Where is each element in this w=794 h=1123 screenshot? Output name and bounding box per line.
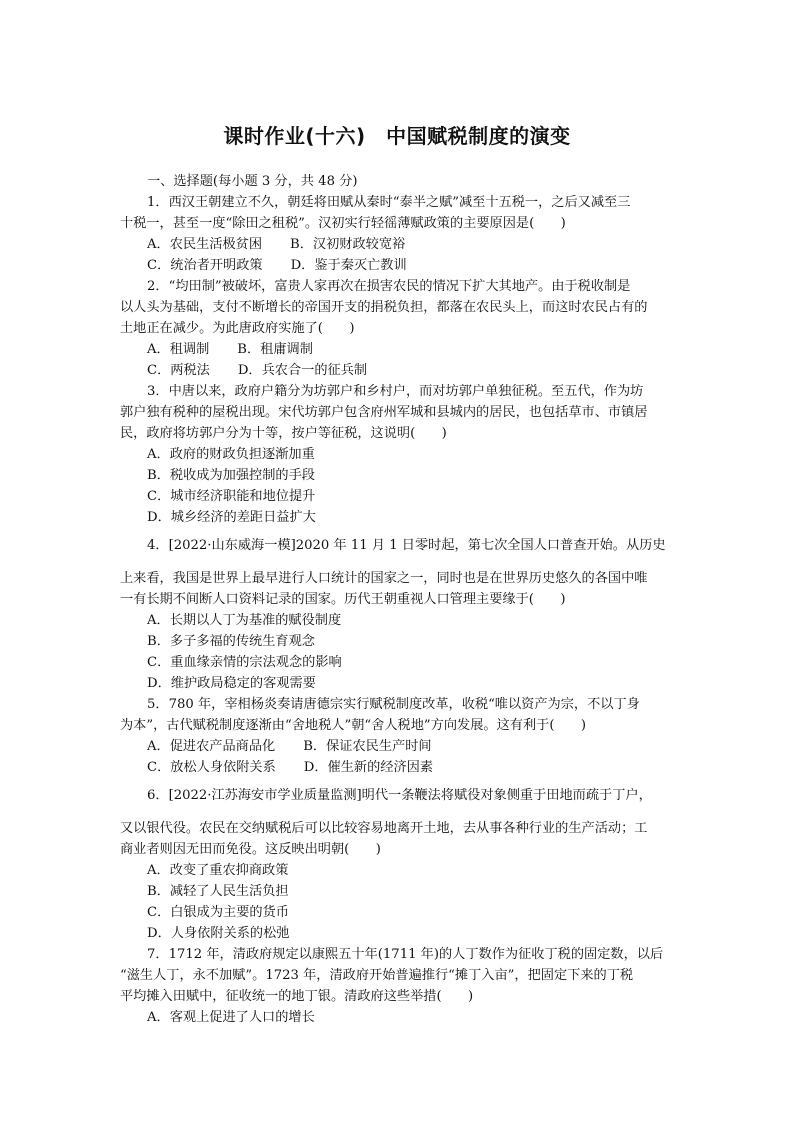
question-5-options-ab xyxy=(147,738,432,756)
question-2-line-1: 2．“均田制”被破坏，富贵人家再次在损害农民的情况下扩大其地产。由于税收制是 xyxy=(147,279,631,294)
question-1-line-2: 十税一，甚至一度“除田之租税”。汉初实行轻徭薄赋政策的主要原因是( ) xyxy=(120,216,566,231)
question-2-options-ab xyxy=(147,341,313,359)
question-6-line-1: 6．[2022·江苏海安市学业质量监测]明代一条鞭法将赋役对象侧重于田地而疏于丁户， xyxy=(147,788,652,803)
option-d: D．兵农合一的征兵制 xyxy=(237,363,368,378)
question-2-line-3: 土地正在减少。为此唐政府实施了( ) xyxy=(120,321,355,336)
option-d: D．鉴于秦灭亡教训 xyxy=(290,258,407,273)
question-1-line-1: 1．西汉王朝建立不久，朝廷将田赋从秦时“泰半之赋”减至十五税一，之后又减至三 xyxy=(147,195,631,210)
question-7-line-3: 平均摊入田赋中，征收统一的地丁银。清政府这些举措( ) xyxy=(120,989,474,1004)
option-c: C．统治者开明政策 xyxy=(147,258,263,273)
option-a: A．农民生活极贫困 xyxy=(147,237,263,252)
question-4-line-2: 上来看，我国是世界上最早进行人口统计的国家之一，同时也是在世界历史悠久的各国中唯 xyxy=(120,571,648,586)
question-2-line-2: 以人头为基础，支付不断增长的帝国开支的捐税负担，都落在农民头上，而这时农民占有的 xyxy=(120,300,648,315)
question-3-line-2: 郭户独有税种的屋税出现。宋代坊郭户包含府州军城和县城内的居民，也包括草市、市镇居 xyxy=(120,405,648,420)
option-c: C．城市经济职能和地位提升 xyxy=(147,489,316,504)
option-d: D．城乡经济的差距日益扩大 xyxy=(147,510,316,525)
page-title: 课时作业(十六) 中国赋税制度的演变 xyxy=(223,124,571,148)
question-6-line-2: 又以银代役。农民在交纳赋税后可以比较容易地离开土地，去从事各种行业的生产活动；工 xyxy=(120,821,648,836)
option-a: A．促进农产品商品化 xyxy=(147,739,276,754)
question-3-line-1: 3．中唐以来，政府户籍分为坊郭户和乡村户，而对坊郭户单独征税。至五代，作为坊 xyxy=(147,384,644,399)
option-b: B．减轻了人民生活负担 xyxy=(147,884,289,899)
question-2-options-cd xyxy=(147,362,367,380)
option-a: A．客观上促进了人口的增长 xyxy=(147,1010,315,1025)
section-heading: 一、选择题(每小题 3 分，共 48 分) xyxy=(147,174,358,189)
option-a: A．租调制 xyxy=(147,342,210,357)
question-3-line-3: 民，政府将坊郭户分为十等，按户等征税，这说明( ) xyxy=(120,426,447,441)
option-a: A．改变了重农抑商政策 xyxy=(147,863,289,878)
question-4-line-3: 一有长期不间断人口资料记录的国家。历代王朝重视人口管理主要缘于( ) xyxy=(120,592,566,607)
option-b: B．租庸调制 xyxy=(237,342,313,357)
question-1-options-ab xyxy=(147,236,405,254)
question-1-options-cd xyxy=(147,257,407,275)
option-b: B．多子多福的传统生育观念 xyxy=(147,634,315,649)
question-7-line-2: “滋生人丁，永不加赋”。1723 年，清政府开始普遍推行“摊丁入亩”，把固定下来的丁税 xyxy=(120,968,634,983)
question-7-line-1: 7．1712 年，清政府规定以康熙五十年(1711 年)的人丁数作为征收丁税的固定数，以后 xyxy=(147,947,664,962)
option-a: A．长期以人丁为基准的赋役制度 xyxy=(147,613,342,628)
option-d: D．人身依附关系的松弛 xyxy=(147,926,290,941)
option-b: B．保证农民生产时间 xyxy=(303,739,432,754)
option-c: C．白银成为主要的货币 xyxy=(147,905,289,920)
question-4-line-1: 4．[2022·山东威海一模]2020 年 11 月 1 日零时起，第七次全国人口普查开始。从历史 xyxy=(147,538,666,553)
option-b: B．税收成为加强控制的手段 xyxy=(147,468,315,483)
option-d: D．维护政局稳定的客观需要 xyxy=(147,676,316,691)
option-c: C．两税法 xyxy=(147,363,210,378)
option-c: C．重血缘亲情的宗法观念的影响 xyxy=(147,655,342,670)
question-6-line-3: 商业者则因无田而免役。这反映出明朝( ) xyxy=(120,842,381,857)
option-b: B．汉初财政较宽裕 xyxy=(290,237,406,252)
question-5-line-2: 为本”，古代赋税制度逐渐由“舍地税人”朝“舍人税地”方向发展。这有利于( ) xyxy=(120,718,586,733)
option-c: C．放松人身依附关系 xyxy=(147,760,276,775)
question-5-line-1: 5．780 年，宰相杨炎奏请唐德宗实行赋税制度改革，收税“唯以资产为宗，不以丁身 xyxy=(147,697,640,712)
option-a: A．政府的财政负担逐渐加重 xyxy=(147,447,315,462)
option-d: D．催生新的经济因素 xyxy=(303,760,434,775)
question-5-options-cd xyxy=(147,759,433,777)
